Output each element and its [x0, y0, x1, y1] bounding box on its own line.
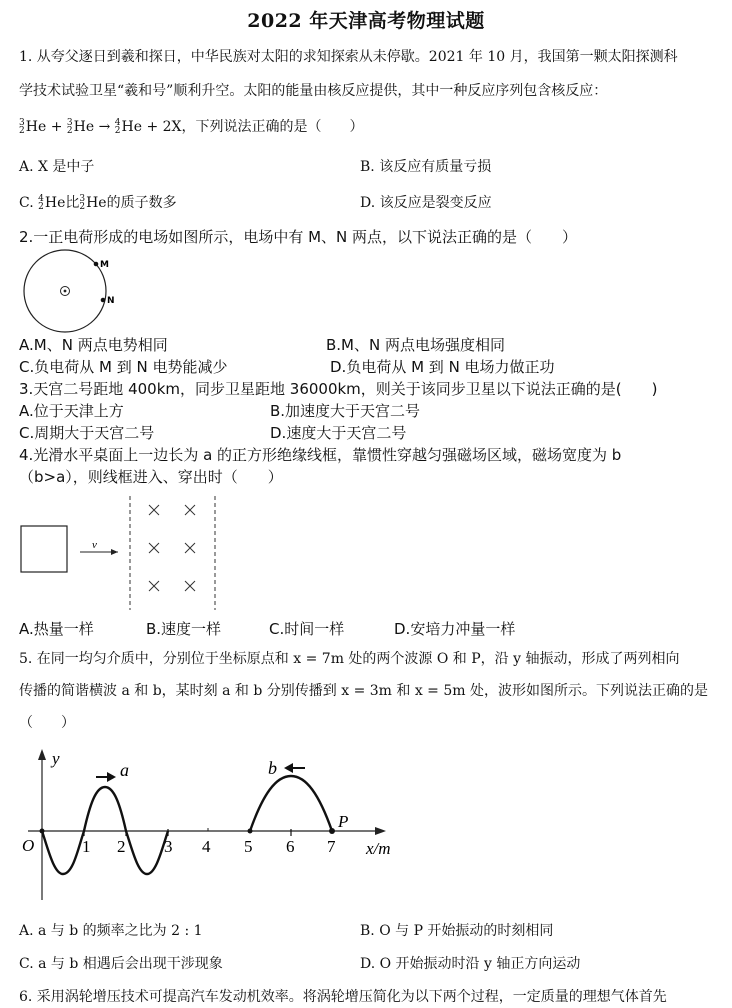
x-axis-arrow-icon [375, 827, 386, 835]
wave-b-label: b [268, 758, 277, 778]
q4-stem-line1: 4.光滑水平桌面上一边长为 a 的正方形绝缘线框，靠惯性穿越匀强磁场区域，磁场宽度为 b [19, 446, 622, 464]
label-n: N [107, 296, 115, 306]
q1-option-c: C. 4 2 He比 3 2 He的质子数多 [19, 194, 177, 212]
square-coil [21, 526, 67, 572]
q2-option-a: A.M、N 两点电势相同 [19, 336, 168, 354]
reaction-arrow: → [98, 119, 111, 135]
q1-stem-line1: 1. 从夸父逐日到羲和探日，中华民族对太阳的求知探索从未停歇。2021 年 10 月，我国第一颗太阳探测科 [19, 49, 678, 65]
q2-option-d: D.负电荷从 M 到 N 电场力做正功 [330, 358, 555, 376]
field-cross-icons [149, 505, 195, 591]
nuclide-he3-a: 3 2 He [19, 118, 47, 136]
tick-2: 2 [117, 837, 126, 856]
q3-option-a: A.位于天津上方 [19, 402, 124, 420]
reaction-product-x: + 2X [146, 119, 182, 135]
q4-magnetic-field-figure [18, 494, 228, 612]
q3-option-c: C.周期大于天宫二号 [19, 424, 155, 442]
q5-option-a: A. a 与 b 的频率之比为 2 : 1 [19, 923, 203, 939]
q4-stem-line2: （b>a），则线框进入、穿出时（ ） [19, 468, 283, 486]
label-v: v [92, 539, 97, 551]
q1-prompt: ，下列说法正确的是（ ） [181, 119, 364, 135]
plus-sign: + [50, 119, 63, 135]
point-n [101, 298, 106, 303]
q5-stem-line2: 传播的简谐横波 a 和 b，某时刻 a 和 b 分别传播到 x = 3m 和 x = 5m 处，波形如图所示。下列说法正确的是 [19, 683, 708, 699]
x-tick-labels [82, 837, 336, 856]
q2-option-c: C.负电荷从 M 到 N 电势能减少 [19, 358, 228, 376]
wave-a-label: a [120, 760, 129, 780]
q3-option-d: D.速度大于天宫二号 [270, 424, 407, 442]
q1-option-a: A. X 是中子 [19, 159, 95, 175]
y-axis-arrow-icon [38, 749, 46, 760]
q5-option-c: C. a 与 b 相遇后会出现干涉现象 [19, 956, 223, 972]
q4-option-b: B.速度一样 [146, 620, 222, 638]
source-p-label: P [338, 812, 349, 831]
q3-option-b: B.加速度大于天宫二号 [270, 402, 421, 420]
nuclide-he3-b: 3 2 He [66, 118, 95, 136]
q1-option-d: D. 该反应是裂变反应 [360, 195, 492, 211]
q1-reaction [19, 118, 364, 136]
q4-option-d: D.安培力冲量一样 [394, 620, 516, 638]
tick-6: 6 [286, 837, 295, 856]
q1-stem-line2: 学技术试验卫星“羲和号”顺利升空。太阳的能量由核反应提供，其中一种反应序列包含核反应： [19, 83, 608, 99]
point-m [94, 262, 99, 267]
q5-stem-line1: 5. 在同一均匀介质中，分别位于坐标原点和 x = 7m 处的两个波源 O 和 P，沿 y 轴振动，形成了两列相向 [19, 651, 680, 667]
label-m: M [100, 260, 109, 270]
q1-option-b: B. 该反应有质量亏损 [360, 159, 492, 175]
tick-1: 1 [82, 837, 91, 856]
q5-wave-graph [18, 744, 408, 906]
q5-option-b: B. O 与 P 开始振动的时刻相同 [360, 923, 554, 939]
q4-option-a: A.热量一样 [19, 620, 94, 638]
tick-5: 5 [244, 837, 253, 856]
q3-stem: 3.天宫二号距地 400km，同步卫星距地 36000km，则关于该同步卫星以下说法正确的是( ) [19, 380, 658, 398]
tick-7: 7 [327, 837, 336, 856]
q5-stem-line3: （ ） [19, 715, 75, 731]
q2-field-figure [18, 248, 118, 336]
wave-b [250, 776, 332, 831]
y-axis-label: y [52, 749, 60, 768]
tick-4: 4 [202, 837, 211, 856]
nuclide-he4: 4 2 He [114, 118, 142, 136]
page-title: 2022 年天津高考物理试题 [247, 10, 485, 32]
q6-stem-line1: 6. 采用涡轮增压技术可提高汽车发动机效率。将涡轮增压简化为以下两个过程，一定质量的理想气体首先 [19, 989, 667, 1005]
x-axis-label: x/m [366, 839, 391, 858]
q4-option-c: C.时间一样 [269, 620, 345, 638]
q2-option-b: B.M、N 两点电场强度相同 [326, 336, 505, 354]
q5-option-d: D. O 开始振动时沿 y 轴正方向运动 [360, 956, 581, 972]
source-p-point [329, 828, 335, 834]
origin-label: O [22, 836, 35, 855]
q2-stem: 2.一正电荷形成的电场如图所示，电场中有 M、N 两点，以下说法正确的是（ ） [19, 228, 578, 246]
tick-3: 3 [164, 837, 173, 856]
